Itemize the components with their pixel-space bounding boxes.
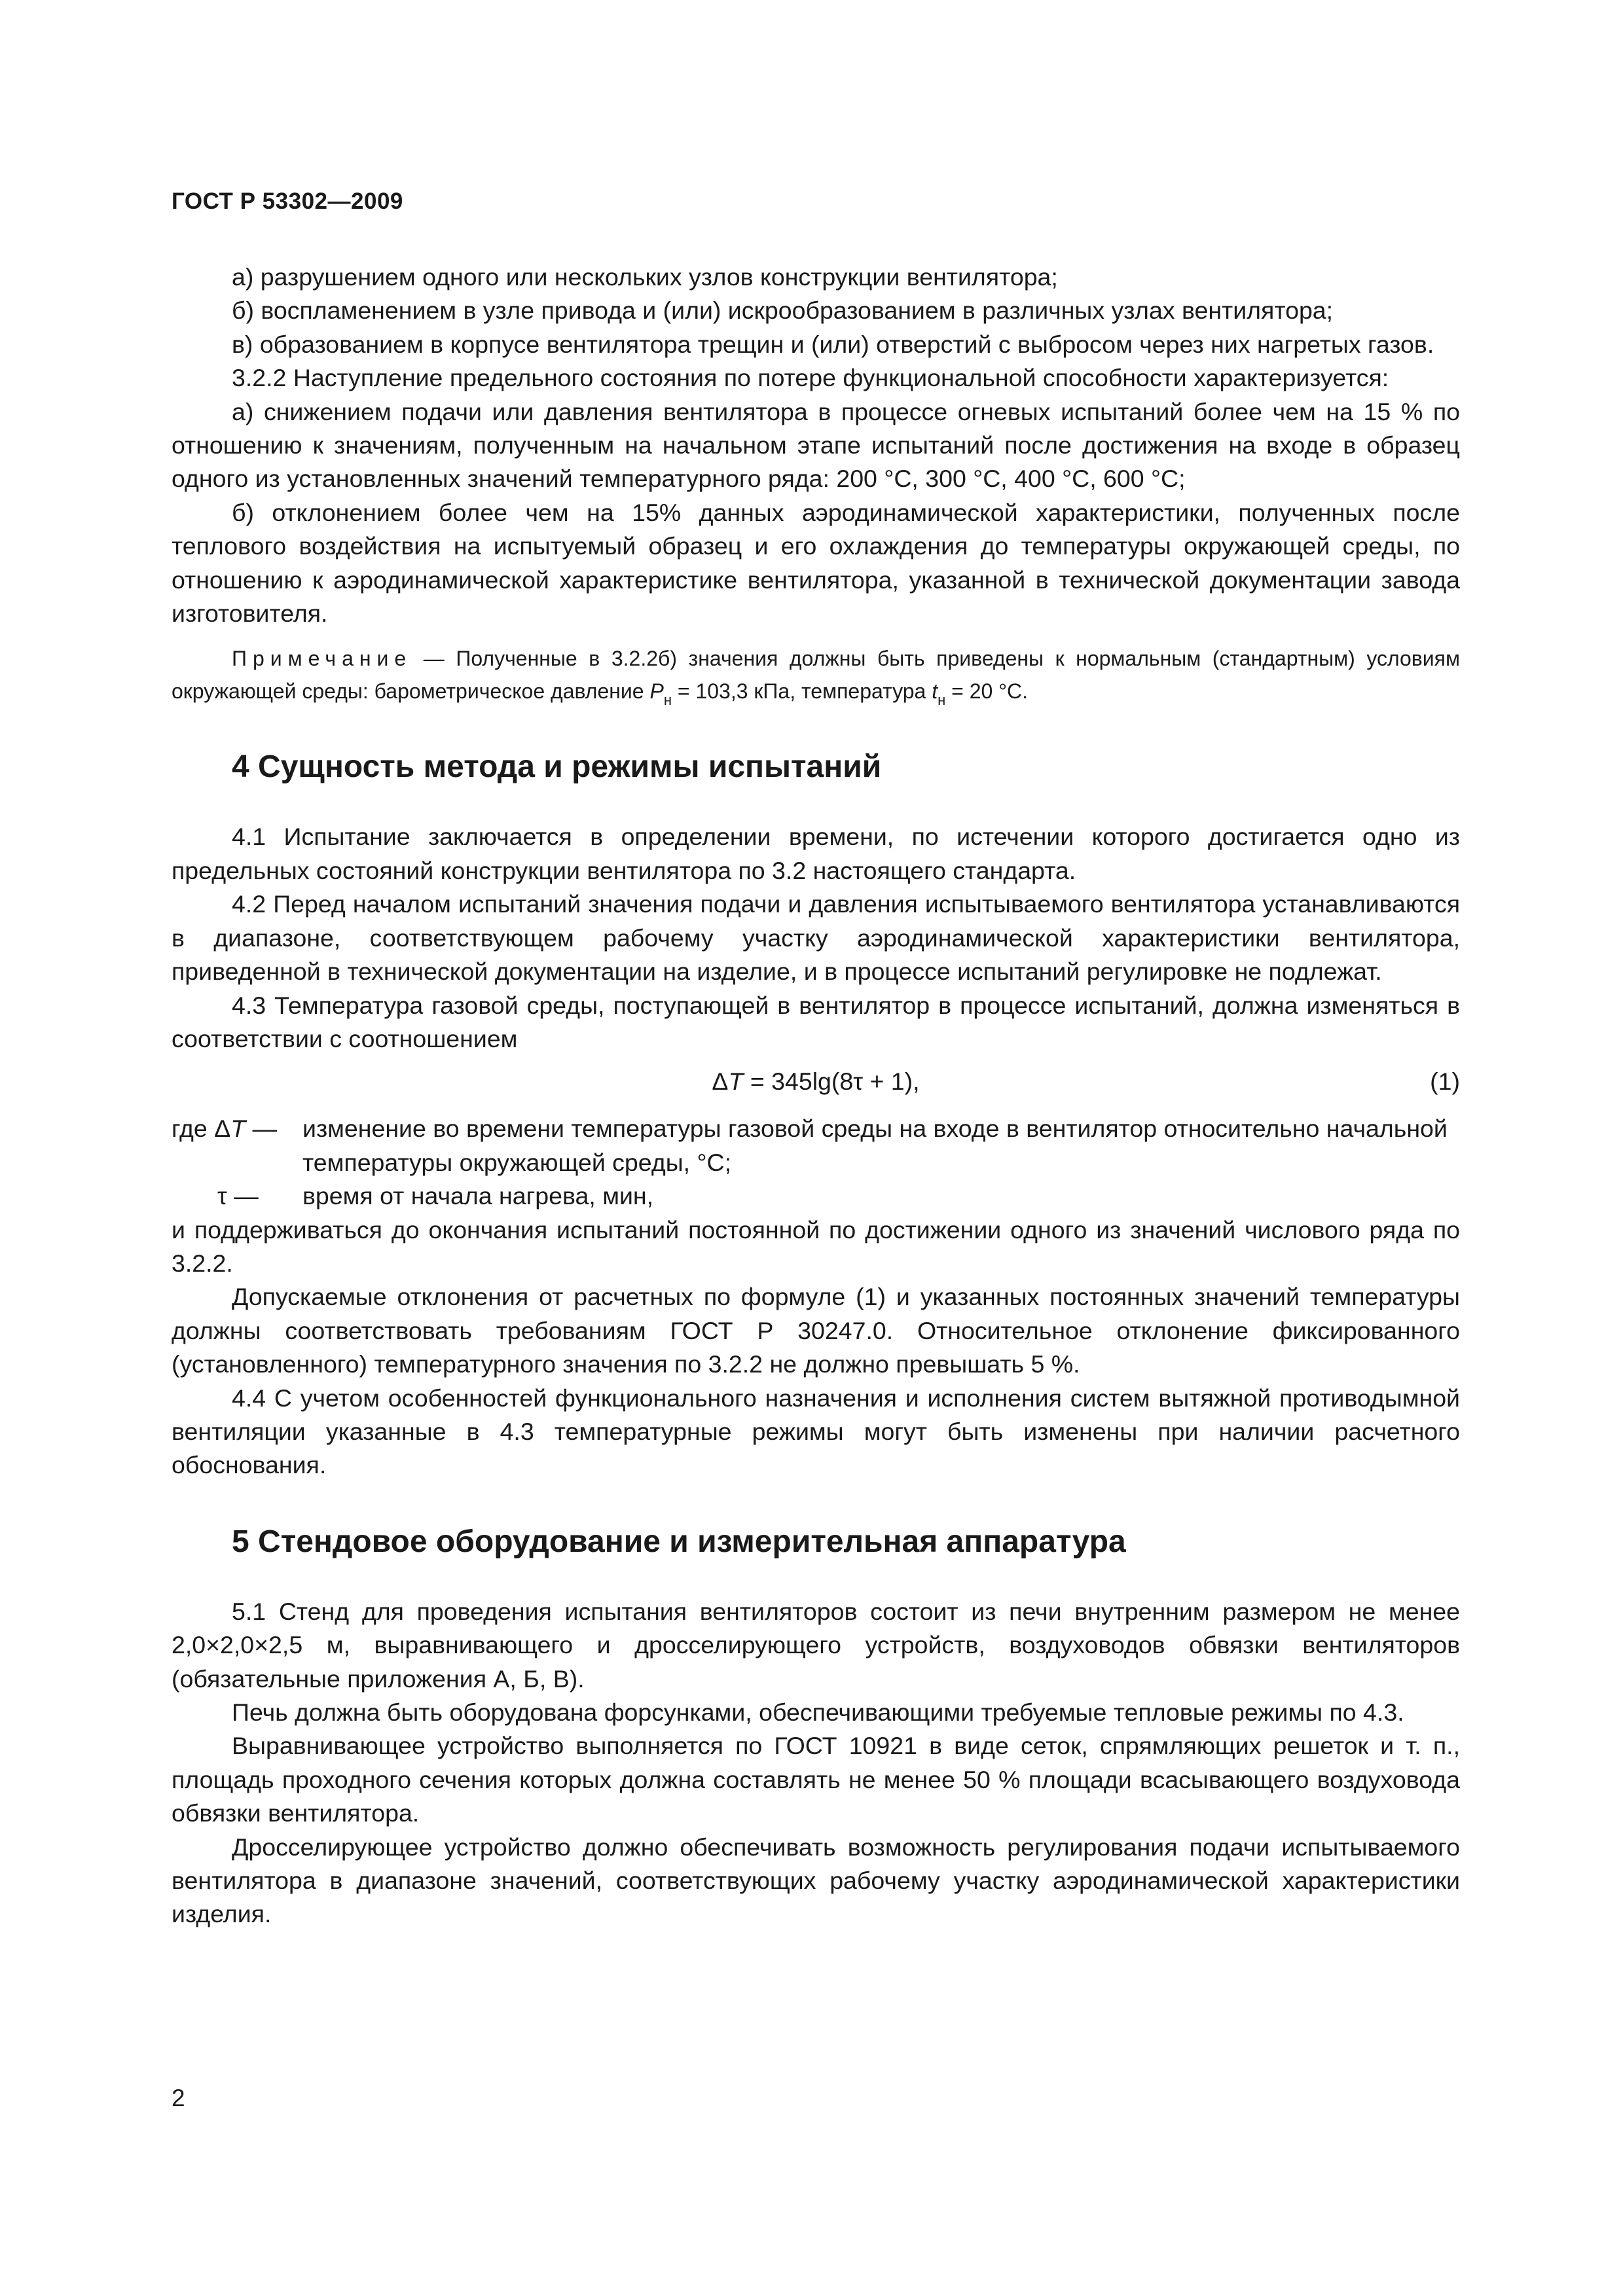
list-item-a-destruction: а) разрушением одного или нескольких узлов конструкции вентилятора; [232,263,1058,291]
where-text-delta-t: изменение во времени температуры газовой среды на входе в вентилятор относительно начальной температуры окружающей среды, °С; [302,1115,1448,1176]
where-dash: — [246,1115,278,1143]
where-item-delta-t [172,1112,1460,1179]
note-label: Примечание [232,647,412,671]
formula-t: T [728,1067,744,1096]
temperature-symbol: t [932,679,938,704]
temperature-value: = 20 °С. [951,679,1029,704]
formula-1 [172,1065,1460,1112]
clause-4-3-continued: и поддерживаться до окончания испытаний постоянной по достижении одного из значений числового ряда по 3.2.2. [172,1215,1460,1277]
clause-5-1-furnace: Печь должна быть оборудована форсунками, обеспечивающими требуемые тепловые режимы по 4.3. [232,1698,1404,1726]
where-symbol-tau [172,1179,302,1213]
clause-4-3-tolerances: Допускаемые отклонения от расчетных по формуле (1) и указанных постоянных значений температуры должны соответствовать требованиям ГОСТ Р 30247.0. Относительное отклонение фиксированного (установленного) температурного значения по 3.2.2 не должно превышать 5 %. [172,1283,1460,1378]
pressure-subscript: н [663,692,672,709]
section-5-heading: 5 Стендовое оборудование и измерительная аппаратура [232,1524,1126,1559]
clause-4-3: 4.3 Температура газовой среды, поступающей в вентилятор в процессе испытаний, должна изменяться в соответствии с соотношением [172,991,1460,1052]
formula-delta: Δ [712,1067,729,1096]
where-text-tau: время от начала нагрева, мин, [302,1182,654,1210]
where-symbol-delta-t [172,1112,302,1179]
list-item-b-ignition: б) воспламенением в узле привода и (или) искрообразованием в различных узлах вентилятора; [232,296,1334,325]
clause-4-1: 4.1 Испытание заключается в определении времени, по истечении которого достигается одно из предельных состояний конструкции вентилятора по 3.2 настоящего стандарта. [172,823,1460,884]
note-text: — Полученные в 3.2.2б) значения должны быть приведены к нормальным (стандартным) условиям окружающей среды: барометрическое давление [172,647,1461,704]
list-item-a-flow-reduction: а) снижением подачи или давления вентилятора в процессе огневых испытаний более чем на 15 % по отношению к значениям, полученным на начальном этапе испытаний после достижения на входе в образец одного из установленных значений температурного ряда: 200 °С, 300 °С, 400 °С, 600 °С; [172,397,1460,493]
formula-expression [172,1065,1460,1098]
section-4-heading: 4 Сущность метода и режимы испытаний [232,749,882,785]
clause-5-1: 5.1 Стенд для проведения испытания вентиляторов состоит из печи внутренним размером не менее 2,0×2,0×2,5 м, выравнивающего и дросселирующего устройств, воздуховодов обвязки вентиляторов (обязательные приложения А, Б, В). [172,1597,1460,1693]
clause-5-1-throttle: Дросселирующее устройство должно обеспечивать возможность регулирования подачи испытываемого вентилятора в диапазоне значений, соответствующих рабочему участку аэродинамической характеристики изделия. [172,1833,1460,1928]
temperature-subscript: н [938,692,946,709]
where-item-tau [172,1179,1460,1213]
clause-3-2-2: 3.2.2 Наступление предельного состояния по потере функциональной способности характеризуется: [232,364,1389,392]
pressure-symbol: P [649,679,664,704]
list-item-c-cracks: в) образованием в корпусе вентилятора трещин и (или) отверстий с выбросом через них нагретых газов. [232,330,1434,358]
clause-4-4: 4.4 С учетом особенностей функционального назначения и исполнения систем вытяжной противодымной вентиляции указанные в 4.3 температурные режимы могут быть изменены при наличии расчетного обоснования. [172,1384,1460,1479]
formula-rest: = 345lg(8τ + 1), [743,1067,920,1096]
page-number: 2 [172,2085,185,2111]
document-body [172,260,1460,1931]
formula-number: (1) [1430,1067,1460,1096]
tau-symbol: τ [217,1182,227,1210]
tau-dash: — [227,1182,259,1210]
clause-4-2: 4.2 Перед началом испытаний значения подачи и давления испытываемого вентилятора устанавливаются в диапазоне, соответствующем рабочему участку аэродинамической характеристики вентилятора, приведенной в технической документации на изделие, и в процессе испытаний регулировке не подлежат. [172,890,1460,986]
list-item-b-deviation: б) отклонением более чем на 15% данных аэродинамической характеристики, полученных после теплового воздействия на испытуемый образец и его охлаждения до температуры окружающей среды, по отношению к аэродинамической характеристике вентилятора, указанной в технической документации завода изготовителя. [172,498,1460,628]
note-paragraph [172,642,1460,708]
where-t: T [230,1115,246,1143]
where-prefix: где Δ [172,1115,231,1143]
clause-5-1-equalizer: Выравнивающее устройство выполняется по ГОСТ 10921 в виде сеток, спрямляющих решеток и т. п., площадь проходного сечения которых должна составлять не менее 50 % площади всасывающего воздуховода обвязки вентилятора. [172,1732,1460,1827]
document-code-header: ГОСТ Р 53302—2009 [172,188,403,214]
pressure-value: = 103,3 кПа, температура [677,679,926,704]
